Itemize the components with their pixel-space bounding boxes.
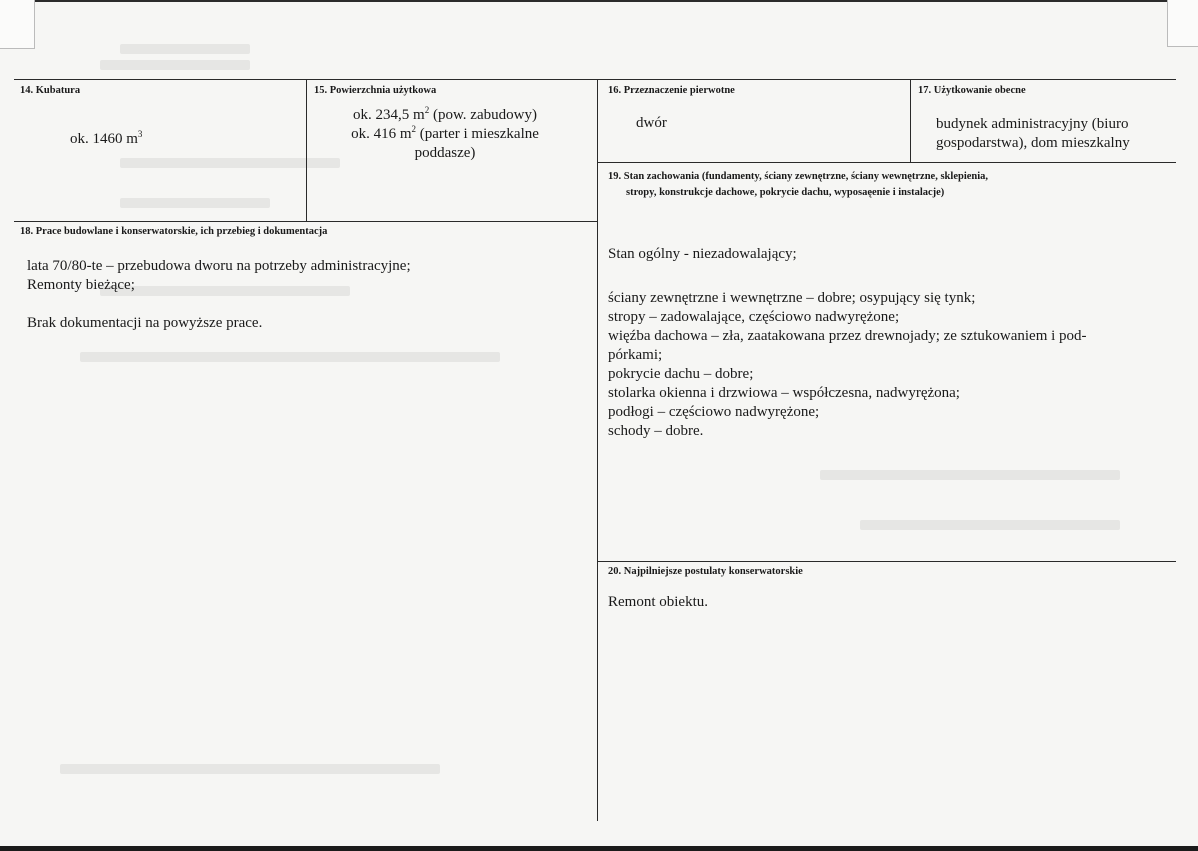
- field-16-label: 16. Przeznaczenie pierwotne: [608, 85, 735, 96]
- show-through-text: [60, 764, 440, 774]
- area-built-value: ok. 234,5 m: [353, 107, 425, 123]
- area-line-3: poddasze): [414, 145, 476, 161]
- condition-line-5: więźba dachowa – zła, zaatakowana przez drewnojady; ze sztukowaniem i pod-: [608, 328, 1087, 344]
- show-through-text: [120, 198, 270, 208]
- field-18-value: [27, 257, 411, 333]
- works-line-4: Brak dokumentacji na powyższe prace.: [27, 315, 263, 331]
- field-19-label-1: 19. Stan zachowania (fundamenty, ściany zewnętrzne, ściany wewnętrzne, sklepienia,: [608, 171, 989, 182]
- area-superscript: 2: [411, 124, 417, 134]
- show-through-text: [120, 44, 250, 54]
- area-superscript: 2: [424, 105, 430, 115]
- scan-bottom-edge: [0, 846, 1198, 851]
- works-line-2: Remonty bieżące;: [27, 277, 135, 293]
- area-built-note: (pow. zabudowy): [432, 107, 537, 123]
- show-through-text: [120, 158, 340, 168]
- condition-line-6: pórkami;: [608, 347, 663, 363]
- show-through-text: [820, 470, 1120, 480]
- field-20-value: Remont obiektu.: [608, 594, 708, 610]
- works-line-3: [27, 295, 411, 314]
- usage-line-2: gospodarstwa), dom mieszkalny: [936, 135, 1130, 151]
- field-19-label-2: stropy, konstrukcje dachowe, pokrycie dachu, wyposaęenie i instalacje): [626, 187, 945, 198]
- usage-line-1: budynek administracyjny (biuro: [936, 116, 1129, 132]
- condition-line-2: [608, 264, 1087, 283]
- paper-corner-top-left: [0, 0, 35, 49]
- show-through-text: [80, 352, 500, 362]
- field-15-value: [328, 106, 562, 163]
- border-19-20: [597, 561, 1176, 562]
- scan-top-edge: [0, 0, 1198, 2]
- field-19-value: [608, 245, 1087, 441]
- condition-line-4: stropy – zadowalające, częściowo nadwyrężone;: [608, 309, 900, 325]
- kubatura-text: ok. 1460 m: [70, 131, 138, 147]
- divider-14-15: [306, 79, 307, 221]
- condition-line-1: Stan ogólny - niezadowalający;: [608, 246, 797, 262]
- condition-line-7: pokrycie dachu – dobre;: [608, 366, 754, 382]
- area-usable-value: ok. 416 m: [351, 126, 412, 142]
- cubic-superscript: 3: [137, 129, 143, 139]
- field-14-value: [70, 130, 142, 149]
- border-16-19: [597, 162, 1176, 163]
- area-line-2: [328, 125, 562, 144]
- divider-16-17: [910, 79, 911, 162]
- works-line-1: lata 70/80-te – przebudowa dworu na potrzeby administracyjne;: [27, 258, 411, 274]
- top-border: [14, 79, 1176, 80]
- paper-corner-top-right: [1167, 0, 1198, 47]
- condition-line-8: stolarka okienna i drzwiowa – współczesna, nadwyrężona;: [608, 385, 960, 401]
- border-14-18: [14, 221, 598, 222]
- condition-line-10: schody – dobre.: [608, 423, 704, 439]
- area-usable-note: (parter i mieszkalne: [419, 126, 539, 142]
- field-17-label: 17. Użytkowanie obecne: [918, 85, 1026, 96]
- field-20-label: 20. Najpilniejsze postulaty konserwatorskie: [608, 566, 803, 577]
- field-18-label: 18. Prace budowlane i konserwatorskie, ich przebieg i dokumentacja: [20, 226, 328, 237]
- divider-main: [597, 79, 598, 821]
- show-through-text: [860, 520, 1120, 530]
- field-17-value: [936, 115, 1130, 153]
- field-16-value: dwór: [636, 115, 667, 131]
- area-line-1: [328, 106, 562, 125]
- field-15-label: 15. Powierzchnia użytkowa: [314, 85, 437, 96]
- show-through-text: [100, 60, 250, 70]
- condition-line-3: ściany zewnętrzne i wewnętrzne – dobre; osypujący się tynk;: [608, 290, 976, 306]
- field-14-label: 14. Kubatura: [20, 85, 81, 96]
- condition-line-9: podłogi – częściowo nadwyrężone;: [608, 404, 820, 420]
